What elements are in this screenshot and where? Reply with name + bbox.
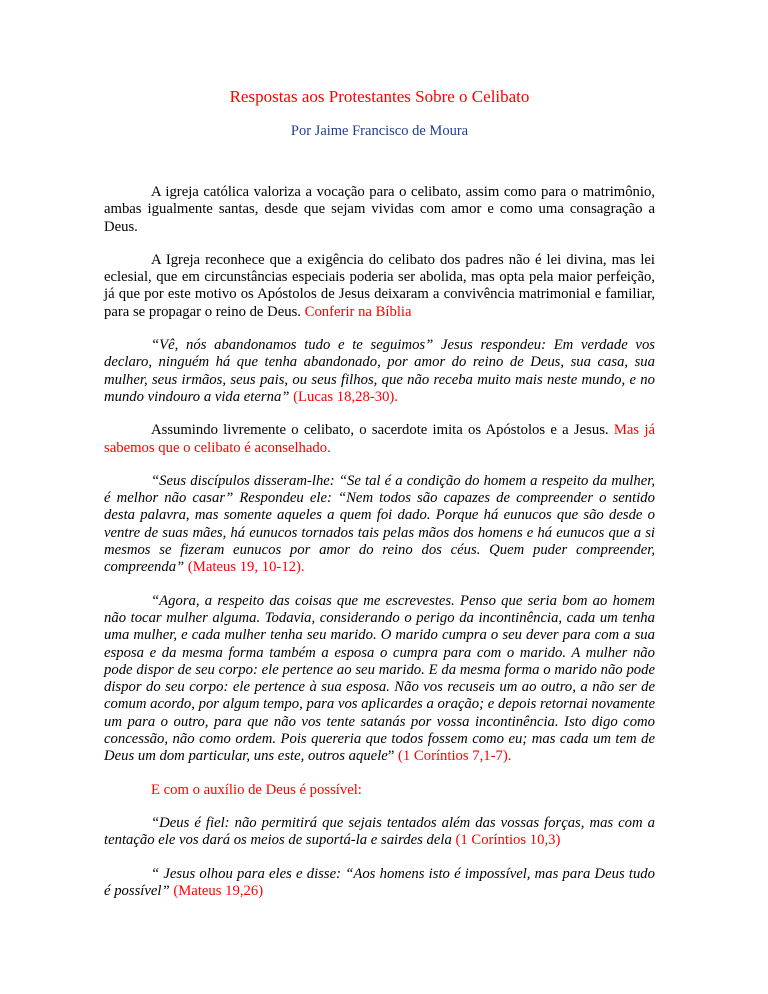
bible-reference-link: Conferir na Bíblia xyxy=(304,303,412,320)
quote-mateus xyxy=(104,473,655,577)
paragraph-3-note: Mas já sabemos que o celibato é aconselhado. xyxy=(104,422,655,456)
document-title: Respostas aos Protestantes Sobre o Celibato xyxy=(229,87,530,106)
paragraph-2-text: A Igreja reconhece que a exigência do celibato dos padres não é lei divina, mas lei eclesial, que em circunstâncias especiais poderia ser abolida, mas opta pela maior perfeição, já que por este motivo os Apóstolos de Jesus deixaram a convivência matrimonial e familiar, para se propagar o reino de Deus. xyxy=(104,251,655,320)
paragraph-3 xyxy=(104,422,655,457)
author-byline: Por Jaime Francisco de Moura xyxy=(290,123,469,139)
quote-mateus-text: “Seus discípulos disseram-lhe: “Se tal é a condição do homem a respeito da mulher, é melhor não casar” Respondeu ele: “Nem todos são capazes de compreender o sentido desta palavra, mas somente aqueles a quem foi dado. Porque há eunucos que são desde o ventre de suas mães, há eunucos tornados tais pelas mãos dos homens e há eunucos que a si mesmos se fizeram eunucos por amor do reino dos céus. Quem puder compreender, compreenda” xyxy=(104,472,655,576)
paragraph-3-text: Assumindo livremente o celibato, o sacerdote imita os Apóstolos e a Jesus. xyxy=(151,422,609,439)
quote-mateus-19-26-text: “ Jesus olhou para eles e disse: “Aos homens isto é impossível, mas para Deus tudo é possível” xyxy=(104,865,655,899)
quote-corintios-close: ” xyxy=(387,748,395,765)
document-body xyxy=(104,184,655,916)
quote-mateus-19-26 xyxy=(104,866,655,901)
quote-corintios xyxy=(104,593,655,766)
paragraph-4: E com o auxílio de Deus é possível: xyxy=(151,781,362,798)
quote-mateus-19-26-ref: (Mateus 19,26) xyxy=(173,882,264,899)
quote-corintios-10 xyxy=(104,815,655,850)
quote-lucas-text: “Vê, nós abandonamos tudo e te seguimos” Jesus respondeu: Em verdade vos declaro, ninguém há que tenha abandonado, por amor do reino de Deus, sua casa, sua mulher, seus irmãos, seus pais, ou seus filhos, que não receba muito mais neste mundo, e no mundo vindouro a vida eterna” xyxy=(104,337,655,405)
quote-corintios-10-ref: (1 Coríntios 10,3) xyxy=(455,832,561,849)
paragraph-2 xyxy=(104,252,655,321)
quote-lucas xyxy=(104,337,655,406)
quote-mateus-ref: (Mateus 19, 10-12). xyxy=(187,559,305,576)
quote-corintios-10-text: “Deus é fiel: não permitirá que sejais tentados além das vossas forças, mas com a tentação ele vos dará os meios de suportá-la e sairdes dela xyxy=(104,814,655,849)
quote-corintios-ref: (1 Coríntios 7,1-7). xyxy=(398,748,512,765)
quote-corintios-text: “Agora, a respeito das coisas que me escrevestes. Penso que seria bom ao homem não tocar mulher alguma. Todavia, considerando o perigo da incontinência, cada um tenha uma mulher, e cada mulher tenha seu marido. O marido cumpra o seu dever para com a sua esposa e da mesma forma também a esposa o cumpra para com o marido. A mulher não pode dispor de seu corpo: ele pertence ao seu marido. E da mesma forma o marido não pode dispor do seu corpo: ele pertence à sua esposa. Não vos recuseis um ao outro, a não ser de comum acordo, por algum tempo, para vos aplicardes a oração; e depois retornai novamente um para o outro, para que não vos tente satanás por vossa incontinência. Isto digo como concessão, não como ordem. Pois quereria que todos fossem como eu; mas cada um tem de Deus um dom particular, uns este, outros aquele xyxy=(104,592,655,765)
quote-lucas-ref: (Lucas 18,28-30). xyxy=(293,388,398,405)
paragraph-1: A igreja católica valoriza a vocação para o celibato, assim como para o matrimônio, ambas igualmente santas, desde que sejam vividas com amor e como uma consagração a Deus. xyxy=(104,184,655,235)
